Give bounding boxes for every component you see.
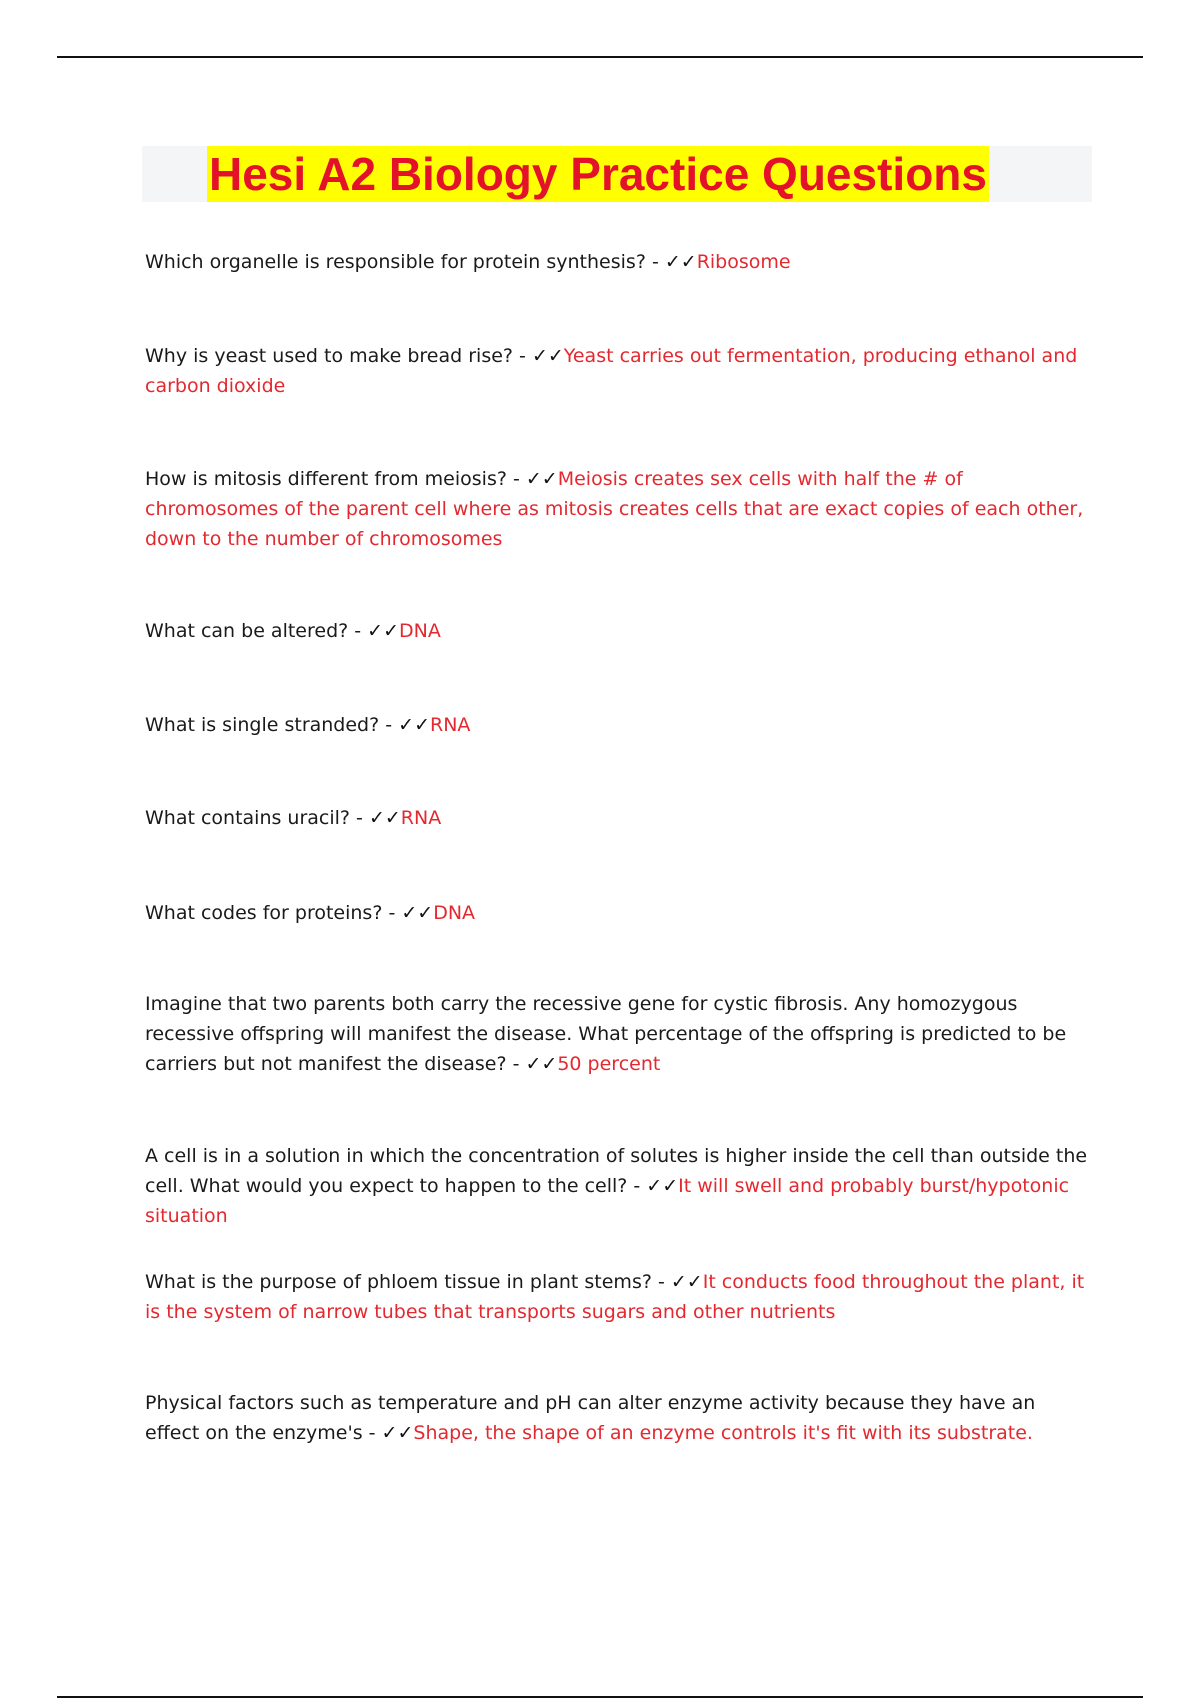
- check-icon: ✓✓: [664, 251, 697, 273]
- question-text: A cell is in a solution in which the concentration of solutes is higher inside the cell than outside the cell. What would you expect to happen to the cell?: [145, 1145, 1088, 1197]
- qa-item-7: [145, 898, 1090, 928]
- check-icon: ✓✓: [398, 714, 430, 736]
- separator: -: [506, 468, 526, 490]
- check-icon: ✓✓: [531, 345, 564, 367]
- question-text: Physical factors such as temperature and pH can alter enzyme activity because they have an effect on the enzyme's: [145, 1392, 1036, 1444]
- qa-item-8: [145, 989, 1090, 1079]
- qa-item-4: [145, 616, 1090, 646]
- answer-text: RNA: [430, 714, 471, 736]
- separator: -: [627, 1175, 647, 1197]
- question-text: What codes for proteins?: [145, 902, 383, 924]
- answer-text: It conducts food throughout the plant, it is the system of narrow tubes that transports sugars and other nutrients: [145, 1271, 1085, 1323]
- question-text: What is the purpose of phloem tissue in plant stems?: [145, 1271, 652, 1293]
- answer-text: Meiosis creates sex cells with half the # of chromosomes of the parent cell where as mitosis creates cells that are exact copies of each other, down to the number of chromosomes: [145, 468, 1084, 550]
- qa-item-2: [145, 341, 1090, 401]
- check-icon: ✓✓: [670, 1271, 703, 1293]
- check-icon: ✓✓: [368, 807, 401, 829]
- qa-item-5: [145, 710, 1090, 740]
- separator: -: [348, 620, 368, 642]
- answer-text: Shape, the shape of an enzyme controls it's fit with its substrate.: [413, 1422, 1033, 1444]
- qa-item-10: [145, 1267, 1090, 1327]
- answer-text: 50 percent: [557, 1053, 661, 1075]
- qa-item-3: [145, 464, 1090, 554]
- check-icon: ✓✓: [646, 1175, 679, 1197]
- qa-item-1: [145, 247, 1090, 277]
- question-text: What is single stranded?: [145, 714, 380, 736]
- answer-text: DNA: [399, 620, 441, 642]
- separator: -: [651, 1271, 671, 1293]
- separator: -: [362, 1422, 382, 1444]
- question-text: Which organelle is responsible for protein synthesis?: [145, 251, 646, 273]
- check-icon: ✓✓: [401, 902, 434, 924]
- top-rule: [57, 56, 1143, 58]
- question-text: What contains uracil?: [145, 807, 351, 829]
- answer-text: Yeast carries out fermentation, producing ethanol and carbon dioxide: [145, 345, 1078, 397]
- answer-text: Ribosome: [696, 251, 791, 273]
- separator: -: [350, 807, 369, 829]
- separator: -: [379, 714, 399, 736]
- separator: -: [506, 1053, 526, 1075]
- question-text: How is mitosis different from meiosis?: [145, 468, 507, 490]
- question-text: Why is yeast used to make bread rise?: [145, 345, 513, 367]
- question-text: What can be altered?: [145, 620, 349, 642]
- answer-text: RNA: [400, 807, 442, 829]
- answer-text: It will swell and probably burst/hypotonic situation: [145, 1175, 1070, 1227]
- check-icon: ✓✓: [525, 1053, 558, 1075]
- check-icon: ✓✓: [525, 468, 558, 490]
- answer-text: DNA: [433, 902, 476, 924]
- bottom-rule: [57, 1696, 1143, 1698]
- question-text: Imagine that two parents both carry the recessive gene for cystic fibrosis. Any homozygous recessive offspring will manifest the disease. What percentage of the offspring is predicted to be carriers but not manifest the disease?: [145, 993, 1067, 1075]
- separator: -: [513, 345, 532, 367]
- page-title: Hesi A2 Biology Practice Questions: [209, 148, 987, 200]
- qa-item-6: [145, 803, 1090, 833]
- separator: -: [645, 251, 665, 273]
- qa-item-9: [145, 1141, 1090, 1231]
- separator: -: [382, 902, 402, 924]
- qa-item-11: [145, 1388, 1090, 1448]
- check-icon: ✓✓: [381, 1422, 414, 1444]
- check-icon: ✓✓: [367, 620, 399, 642]
